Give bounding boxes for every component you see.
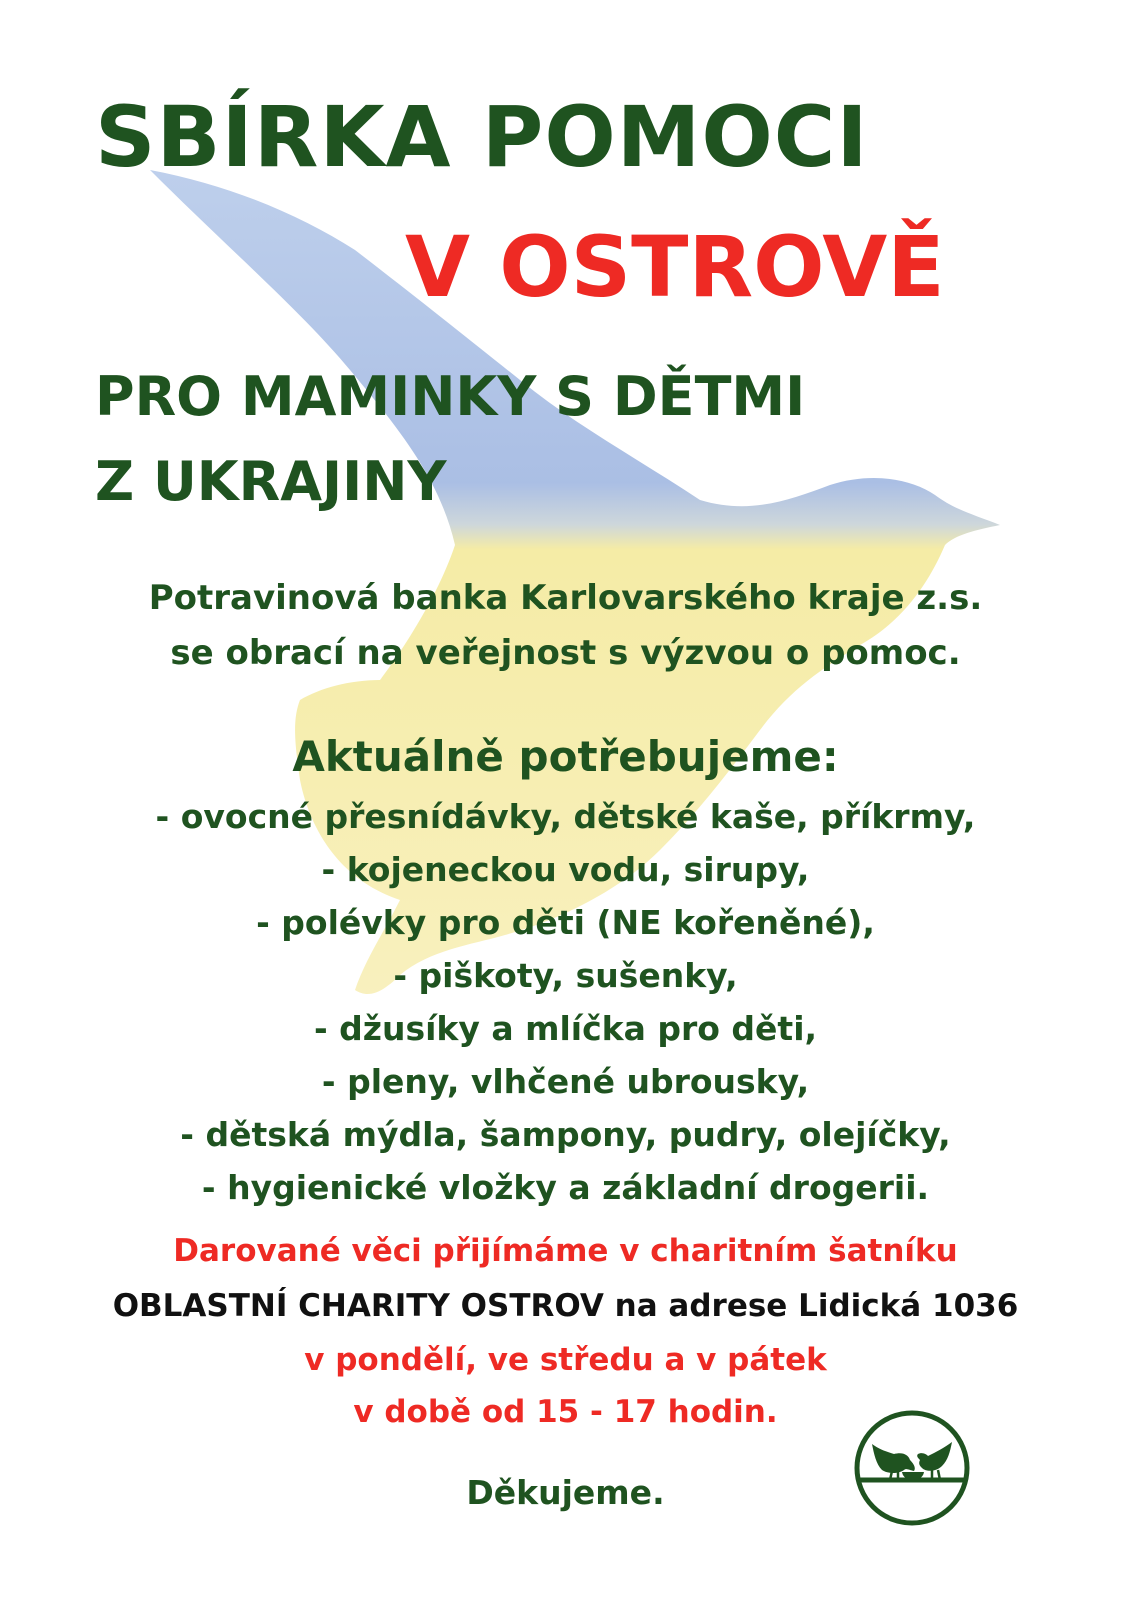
title-line-1: SBÍRKA POMOCI — [95, 88, 869, 186]
birds-logo-icon — [852, 1408, 972, 1528]
needs-list-item: - džusíky a mlíčka pro děti, — [313, 1009, 818, 1048]
needs-list-item: - polévky pro děti (NE kořeněné), — [256, 903, 875, 942]
subtitle-line-2: Z UKRAJINY — [95, 450, 447, 513]
intro-line-2: se obrací na veřejnost s výzvou o pomoc. — [170, 633, 961, 673]
needs-list-item: - pleny, vlhčené ubrousky, — [321, 1062, 810, 1101]
thanks-text: Děkujeme. — [466, 1473, 665, 1512]
donation-line-1: Darované věci přijímáme v charitním šatníku — [173, 1233, 958, 1269]
donation-days: v pondělí, ve středu a v pátek — [304, 1342, 827, 1378]
intro-line-1: Potravinová banka Karlovarského kraje z.s. — [148, 578, 983, 618]
subtitle-line-1: PRO MAMINKY S DĚTMI — [95, 365, 806, 428]
needs-list-item: - dětská mýdla, šampony, pudry, olejíčky, — [180, 1115, 951, 1154]
needs-list-item: - ovocné přesnídávky, dětské kaše, příkrmy, — [155, 797, 976, 836]
needs-list-item: - kojeneckou vodu, sirupy, — [321, 850, 810, 889]
needs-heading: Aktuálně potřebujeme: — [292, 732, 839, 781]
title-line-2: V OSTROVĚ — [405, 218, 945, 316]
needs-list-item: - piškoty, sušenky, — [393, 956, 738, 995]
needs-list-item: - hygienické vložky a základní drogerii. — [201, 1168, 930, 1207]
donation-hours: v době od 15 - 17 hodin. — [353, 1394, 778, 1430]
donation-address: OBLASTNÍ CHARITY OSTROV na adrese Lidická 1036 — [112, 1288, 1019, 1324]
